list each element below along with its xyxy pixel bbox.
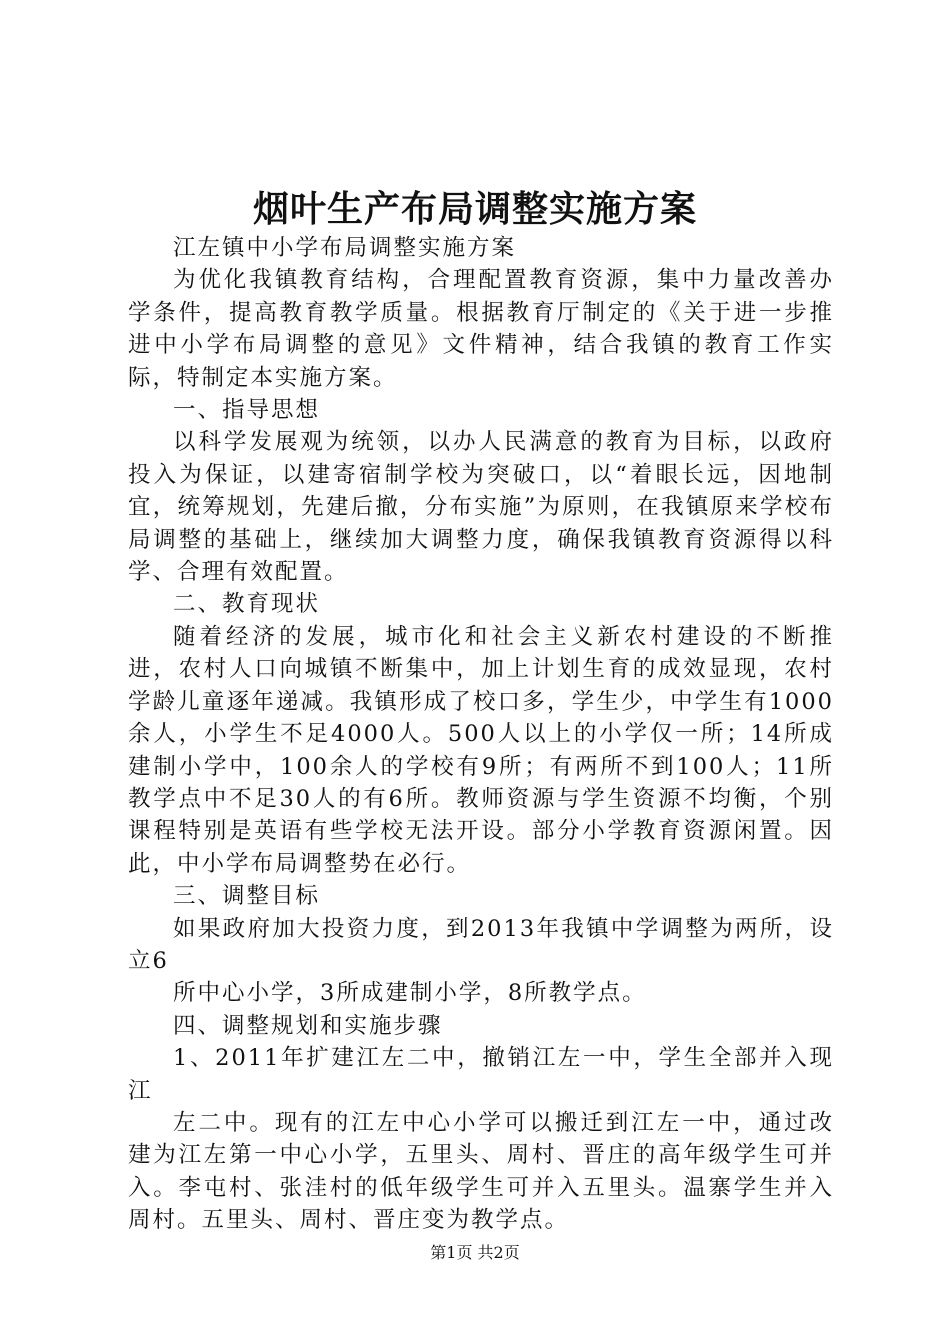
section-heading-3: 三、调整目标 [173, 883, 321, 910]
paragraph-subtitle: 江左镇中小学布局调整实施方案 [173, 235, 517, 261]
paragraph-current-status: 随着经济的发展，城市化和社会主义新农村建设的不断推进，农村人口向城镇不断集中，加上计划生育的成效显现，农村学龄儿童逐年递减。我镇形成了校口多，学生少，中学生有1000余人，小学生不足4000人。500人以上的小学仅一所；14所成建制小学中，100余人的学校有9所；有两所不到100人；11所教学点中不足30人的有6所。教师资源与学生资源不均衡，个别课程特别是英语有些学校无法开设。部分小学教育资源闲置。因此，中小学布局调整势在必行。 [128, 623, 834, 877]
section-heading-2: 二、教育现状 [173, 591, 321, 618]
paragraph-step-1-part-1: 1、2011年扩建江左二中，撤销江左一中，学生全部并入现江 [128, 1045, 834, 1104]
paragraph-guiding-idea: 以科学发展观为统领，以办人民满意的教育为目标，以政府投入为保证，以建寄宿制学校为突破口，以“着眼长远，因地制宜，统筹规划，先建后撤，分布实施”为原则，在我镇原来学校布局调整的基础上，继续加大调整力度，确保我镇教育资源得以科学、合理有效配置。 [128, 429, 834, 586]
paragraph-intro: 为优化我镇教育结构，合理配置教育资源，集中力量改善办学条件，提高教育教学质量。根据教育厅制定的《关于进一步推进中小学布局调整的意见》文件精神，结合我镇的教育工作实际，特制定本实施方案。 [128, 267, 834, 391]
section-heading-1: 一、指导思想 [173, 397, 321, 424]
paragraph-goal-part-2: 所中心小学，3所成建制小学，8所教学点。 [173, 980, 647, 1007]
page-title: 烟叶生产布局调整实施方案 [252, 188, 697, 230]
page-footer: 第1页 共2页 [430, 1243, 520, 1262]
document-body [128, 232, 834, 1237]
paragraph-step-1-part-2: 左二中。现有的江左中心小学可以搬迁到江左一中，通过改建为江左第一中心小学，五里头、周村、晋庄的高年级学生可并入。李屯村、张洼村的低年级学生可并入五里头。温寨学生并入周村。五里头、周村、晋庄变为教学点。 [128, 1109, 834, 1234]
paragraph-goal-part-1: 如果政府加大投资力度，到2013年我镇中学调整为两所，设立6 [128, 915, 834, 974]
section-heading-4: 四、调整规划和实施步骤 [173, 1012, 443, 1039]
